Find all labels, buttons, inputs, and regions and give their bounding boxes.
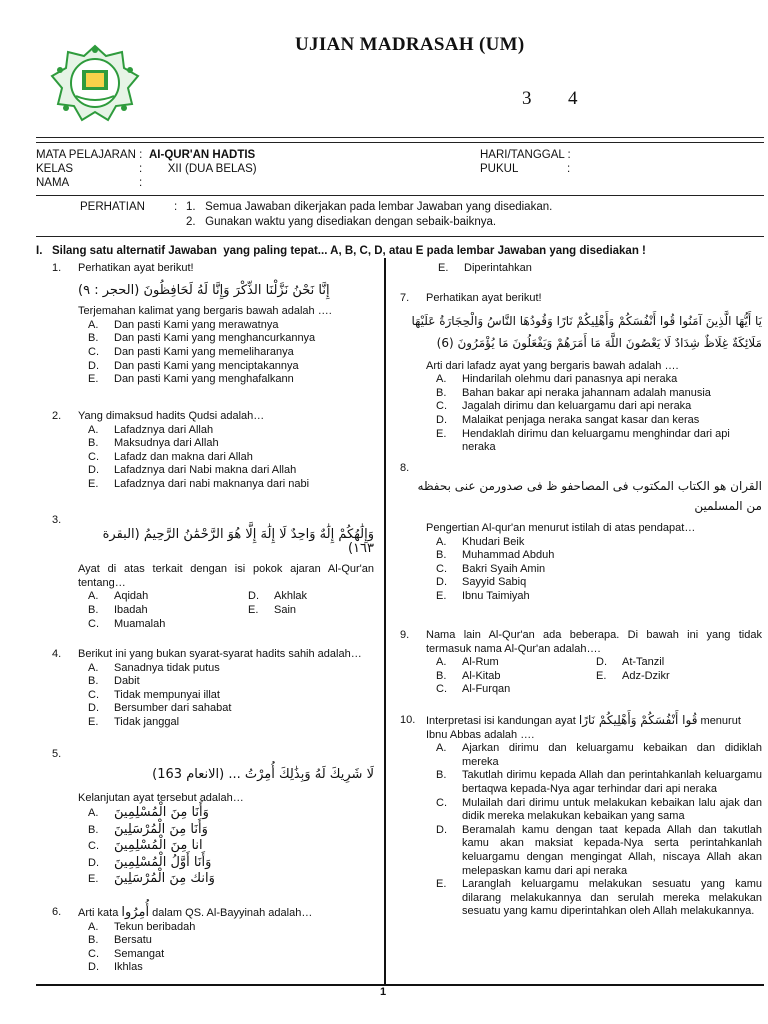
q1-arabic: إِنَّا نَحْنُ نَزَّلْنَا الذِّكْرَ وَإِنَّا لَهُ لَحَافِظُونَ (الحجر : ٩) bbox=[78, 282, 330, 298]
kelas-value: : XII (DUA BELAS) bbox=[139, 163, 257, 175]
q2-option-a[interactable]: A. Lafadznya dari Allah bbox=[88, 423, 214, 436]
q7-arabic-1: يَا أَيُّهَا الَّذِينَ آمَنُوا قُوا أَنْفُسَكُمْ وَأَهْلِيكُمْ نَارًا وَقُودُهَا النَّاسُ وَالْحِجَارَةُ عَلَيْهَا bbox=[411, 313, 762, 328]
q4-option-d[interactable]: D. Bersumber dari sahabat bbox=[88, 702, 232, 715]
q1-number: 1. bbox=[52, 262, 62, 274]
q10-arabic: قُوا أَنْفُسَكُمْ وَأَهْلِيكُمْ نَارًا bbox=[578, 713, 698, 727]
q9-option-c[interactable]: C. Al-Furqan bbox=[436, 683, 511, 696]
q6-text-after: dalam QS. Al-Bayyinah adalah… bbox=[152, 907, 313, 919]
question-8 bbox=[400, 462, 762, 604]
question-7 bbox=[400, 292, 762, 455]
nama-value: : bbox=[139, 177, 143, 189]
q9-option-a[interactable]: A. Al-Rum bbox=[436, 656, 499, 669]
q6-option-a[interactable]: A. Tekun beribadah bbox=[88, 920, 196, 933]
q8-text: Pengertian Al-qur'an menurut istilah di atas pendapat… bbox=[426, 522, 696, 534]
q9-option-e[interactable]: E. Adz-Dzikr bbox=[596, 669, 670, 682]
q5-text: Kelanjutan ayat tersebut adalah… bbox=[78, 791, 244, 804]
header-number-2: 4 bbox=[568, 88, 578, 109]
question-6 bbox=[52, 906, 374, 975]
instruction: I. Silang satu alternatif Jawaban yang paling tepat... A, B, C, D, atau E pada lembar Jawaban yang disediakan ! bbox=[36, 245, 646, 257]
q2-option-b[interactable]: B. Maksudnya dari Allah bbox=[88, 437, 219, 450]
exam-title: UJIAN MADRASAH (UM) bbox=[295, 34, 525, 55]
question-3 bbox=[52, 514, 374, 631]
q3-option-e[interactable]: E. Sain bbox=[248, 603, 297, 616]
perhatian-colon: : bbox=[174, 201, 178, 213]
q4-option-b[interactable]: B. Dabit bbox=[88, 675, 140, 688]
question-5 bbox=[52, 748, 374, 888]
q10-option-e[interactable]: E. Laranglah keluargamu melakukan sesuatu yang kamu dilarang melakukannya dan serulah mereka melakukan sesuatu yang kamu diperintahkan oleh Allah melakukannya. bbox=[436, 878, 762, 918]
q5-number: 5. bbox=[52, 748, 62, 760]
q10-option-b[interactable]: B. Takutlah dirimu kepada Allah dan perintahkanlah keluargamu bertaqwa kepada-Nya agar terhindar dari api neraka bbox=[436, 769, 762, 795]
q7-option-d[interactable]: D. Malaikat penjaga neraka sangat kasar dan keras bbox=[436, 413, 700, 426]
q4-number: 4. bbox=[52, 648, 62, 660]
mapel-value: AI-QUR'AN HADTIS bbox=[149, 149, 256, 161]
q8-arabic-2: من المسلمين bbox=[694, 499, 762, 513]
q1-option-d[interactable]: D. Dan pasti Kami yang menciptakannya bbox=[88, 359, 299, 372]
q8-number: 8. bbox=[400, 462, 410, 474]
q1-option-b[interactable]: B. Dan pasti Kami yang menghancurkannya bbox=[88, 332, 316, 345]
q2-option-d[interactable]: D. Lafadznya dari Nabi makna dari Allah bbox=[88, 464, 297, 477]
q6-arabic: أُمِرُوا bbox=[121, 905, 150, 920]
q7-arabic-2: مَلَائِكَةٌ غِلَاظٌ شِدَادٌ لَا يَعْصُونَ اللَّهَ مَا أَمَرَهُمْ وَيَفْعَلُونَ مَا يُؤْمَرُونَ (6) bbox=[436, 335, 762, 350]
q7-option-a[interactable]: A. Hindarilah olehmu dari panasnya api neraka bbox=[436, 373, 678, 386]
q7-option-e[interactable]: E. Hendaklah dirimu dan keluargamu menghindar dari api neraka bbox=[436, 427, 730, 454]
page-number: 1 bbox=[380, 986, 387, 998]
mapel-label: MATA PELAJARAN : bbox=[36, 149, 143, 161]
perhatian-label: PERHATIAN bbox=[80, 201, 145, 213]
q10-option-d[interactable]: D. Beramalah kamu dengan taat kepada Allah dan takutlah kamu akan maksiat kepada-Nya serta perintahkanlah keluargamu dengan mengingat Allah, niscaya Allah akan melepaskan kamu dari api neraka bbox=[436, 823, 762, 877]
madrasah-logo bbox=[46, 40, 144, 126]
q1-prompt: Terjemahan kalimat yang bergaris bawah adalah …. bbox=[78, 305, 332, 318]
q7-number: 7. bbox=[400, 292, 410, 304]
pukul-value: : bbox=[567, 163, 571, 175]
question-9 bbox=[400, 629, 762, 697]
q5-option-c[interactable]: C. انا مِنَ الْمُسْلِمِينَ bbox=[88, 838, 203, 854]
q2-option-e[interactable]: E. Lafadznya dari nabi maknanya dari nabi bbox=[88, 477, 310, 490]
q8-arabic-1: القران هو الكتاب المكتوب فى المصاحفو ظ فى صدورمن عنى بحفظه bbox=[417, 479, 762, 493]
q7-text: Perhatikan ayat berikut! bbox=[426, 292, 542, 304]
q3-text: Ayat di atas terkait dengan isi pokok ajaran Al-Qur'an tentang… bbox=[78, 563, 374, 589]
column-divider bbox=[384, 258, 386, 984]
q10-text-after: menurut Ibnu Abbas adalah …. bbox=[426, 715, 741, 741]
question-2 bbox=[52, 410, 374, 492]
q10-option-c[interactable]: C. Mulailah dari dirimu untuk melakukan kebaikan lalu ajak dan didik mereka melakukan kebaikan yang sama bbox=[436, 796, 762, 823]
q2-number: 2. bbox=[52, 410, 62, 422]
q4-option-e[interactable]: E. Tidak janggal bbox=[88, 715, 180, 728]
q10-text-before: Interpretasi isi kandungan ayat bbox=[426, 715, 576, 727]
q5-option-a[interactable]: A. وَأَنَا مِنَ الْمُسْلِمِينَ bbox=[88, 805, 209, 821]
hari-label: HARI/TANGGAL : bbox=[480, 149, 571, 161]
q3-option-a[interactable]: A. Aqidah bbox=[88, 590, 149, 603]
q3-option-d[interactable]: D. Akhlak bbox=[248, 590, 308, 603]
info-rule bbox=[36, 195, 764, 196]
header-rule-top bbox=[36, 137, 764, 138]
nama-label: NAMA bbox=[36, 177, 70, 189]
q10-option-a[interactable]: A. Ajarkan dirimu dan keluargamu kebaikan dan didiklah mereka bbox=[436, 742, 762, 768]
q6-option-e[interactable]: E. Diperintahkan bbox=[438, 262, 532, 274]
q3-option-c[interactable]: C. Muamalah bbox=[88, 617, 166, 630]
q8-option-c[interactable]: C. Bakri Syaih Amin bbox=[436, 562, 546, 575]
question-1 bbox=[52, 262, 374, 387]
header-rule-top-2 bbox=[36, 142, 764, 143]
q5-option-e[interactable]: E. وَانك مِنَ الْمُرْسَلِينَ bbox=[88, 871, 215, 887]
header-number-1: 3 bbox=[522, 88, 532, 109]
q9-number: 9. bbox=[400, 629, 410, 641]
q3-arabic: وَإِلَٰهُكُمْ إِلَٰهٌ وَاحِدٌ لَا إِلَٰهَ إِلَّا هُوَ الرَّحْمَٰنُ الرَّحِيمُ (البقرة ١٦٣) bbox=[102, 527, 374, 556]
q6-option-c[interactable]: C. Semangat bbox=[88, 947, 165, 960]
q4-option-a[interactable]: A. Sanadnya tidak putus bbox=[88, 661, 220, 674]
q1-option-a[interactable]: A. Dan pasti Kami yang merawatnya bbox=[88, 318, 279, 331]
q4-text: Berikut ini yang bukan syarat-syarat hadits sahih adalah… bbox=[78, 648, 362, 660]
q3-option-b[interactable]: B. Ibadah bbox=[88, 603, 148, 616]
right-column bbox=[400, 262, 762, 918]
q8-option-d[interactable]: D. Sayyid Sabiq bbox=[436, 576, 527, 589]
footer-rule bbox=[36, 984, 764, 986]
q10-number: 10. bbox=[400, 714, 416, 726]
q8-option-b[interactable]: B. Muhammad Abduh bbox=[436, 549, 555, 562]
q1-text: Perhatikan ayat berikut! bbox=[78, 262, 194, 274]
question-10 bbox=[400, 714, 762, 919]
q8-option-e[interactable]: E. Ibnu Taimiyah bbox=[436, 589, 530, 602]
kelas-label: KELAS bbox=[36, 163, 74, 175]
q3-number: 3. bbox=[52, 514, 62, 526]
q6-option-d[interactable]: D. Ikhlas bbox=[88, 961, 143, 974]
q7-option-b[interactable]: B. Bahan bakar api neraka jahannam adalah manusia bbox=[436, 386, 711, 399]
perhatian-item-1: 1. Semua Jawaban dikerjakan pada lembar Jawaban yang disediakan. bbox=[186, 201, 553, 213]
q1-option-c[interactable]: C. Dan pasti Kami yang memeliharanya bbox=[88, 345, 294, 358]
q5-option-d[interactable]: D. وَأَنَا أَوَّلُ الْمُسْلِمِينَ bbox=[88, 854, 212, 870]
q9-option-b[interactable]: B. Al-Kitab bbox=[436, 669, 501, 682]
q6-option-b[interactable]: B. Bersatu bbox=[88, 934, 152, 947]
q4-option-c[interactable]: C. Tidak mempunyai illat bbox=[88, 688, 220, 701]
pukul-label: PUKUL bbox=[480, 163, 519, 175]
question-4 bbox=[52, 648, 374, 730]
q7-prompt: Arti dari lafadz ayat yang bergaris bawah adalah …. bbox=[426, 359, 679, 372]
q5-option-b[interactable]: B. وَأَنَا مِنَ الْمُرْسَلِينَ bbox=[88, 821, 208, 837]
perhatian-item-2: 2. Gunakan waktu yang disediakan dengan sebaik-baiknya. bbox=[186, 216, 497, 228]
q1-option-e[interactable]: E. Dan pasti Kami yang menghafalkann bbox=[88, 373, 294, 386]
q6-number: 6. bbox=[52, 906, 62, 918]
q2-text: Yang dimaksud hadits Qudsi adalah… bbox=[78, 410, 265, 422]
q9-text: Nama lain Al-Qur'an ada beberapa. Di bawah ini yang tidak termasuk nama Al-Qur'an adalah…. bbox=[426, 629, 762, 655]
q8-option-a[interactable]: A. Khudari Beik bbox=[436, 535, 525, 548]
q7-option-c[interactable]: C. Jagalah dirimu dan keluargamu dari api neraka bbox=[436, 400, 692, 413]
q5-arabic: لَا شَرِيكَ لَهُ وَبِذَٰلِكَ أُمِرْتُ ... (الانعام 163) bbox=[152, 767, 374, 782]
q9-option-d[interactable]: D. At-Tanzil bbox=[596, 656, 665, 669]
q2-option-c[interactable]: C. Lafadz dan makna dari Allah bbox=[88, 450, 253, 463]
perhatian-rule bbox=[36, 236, 764, 237]
q6-text-before: Arti kata bbox=[78, 907, 119, 919]
